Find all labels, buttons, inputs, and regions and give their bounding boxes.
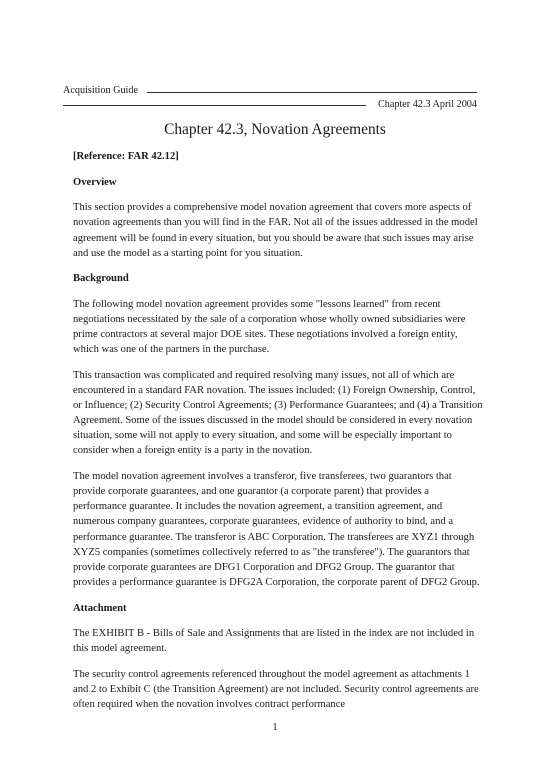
section-heading-attachment: Attachment (73, 602, 127, 614)
paragraph: This transaction was complicated and required resolving many issues, not all of which are encountered in a standard FAR novation. The issues included: (1) Foreign Ownership, Control, or Influence; (2) Security Control Agreements; (3) Performance Guarantees; and (4) a Transition Agreement. Some of the issues discussed in the model should be considered in every novation situation, some will not apply to every situation, and some will be especially important to consider when a foreign entity is a party in the novation. (73, 370, 483, 457)
reference-line: [Reference: FAR 42.12] (73, 151, 179, 162)
section-heading-background: Background (73, 273, 129, 285)
section-heading-overview: Overview (73, 176, 117, 188)
paragraph: This section provides a comprehensive model novation agreement that covers more aspects of novation agreements than you will find in the FAR. Not all of the issues addressed in the model agreement will be found in every situation, but you should be aware that such issues may arise and use the model as a starting point for you situation. (73, 202, 478, 259)
running-header-right: Chapter 42.3 April 2004 (377, 99, 477, 110)
header-rule-bottom (63, 105, 366, 106)
paragraph: The security control agreements referenced throughout the model agreement as attachments 1 and 2 to Exhibit C (the Transition Agreement) are not included. Security control agreements are often required when the novation involves contract performance (73, 668, 479, 711)
page-number: 1 (272, 722, 278, 733)
document-body (73, 149, 483, 723)
header-rule-top (147, 92, 477, 93)
running-header-left: Acquisition Guide (63, 85, 138, 96)
paragraph: The following model novation agreement provides some "lessons learned" from recent negotiations necessitated by the sale of a corporation whose wholly owned subsidiaries were prime contractors at several major DOE sites. These negotiations involved a foreign entity, which was one of the partners in the purchase. (73, 299, 466, 356)
paragraph: The model novation agreement involves a transferor, five transferees, two guarantors that provide corporate guarantees, and one guarantor (a corporate parent) that provides a performance guarantee. It includes the novation agreement, a transition agreement, and numerous company guarantees, corporate guarantees, evidence of authority to bind, and a performance guarantee. The transferor is ABC Corporation. The transferees are XYZ1 through XYZ5 companies (sometimes collectively referred to as "the transferee"). The guarantors that provide corporate guarantees are DFG1 Corporation and DFG2 Group. The guarantor that provides a performance guarantee is DFG2A Corporation, the corporate parent of DFG2 Group. (73, 471, 480, 588)
paragraph: The EXHIBIT B - Bills of Sale and Assignments that are listed in the index are not included in this model agreement. (73, 628, 475, 655)
chapter-title: Chapter 42.3, Novation Agreements (164, 121, 386, 138)
